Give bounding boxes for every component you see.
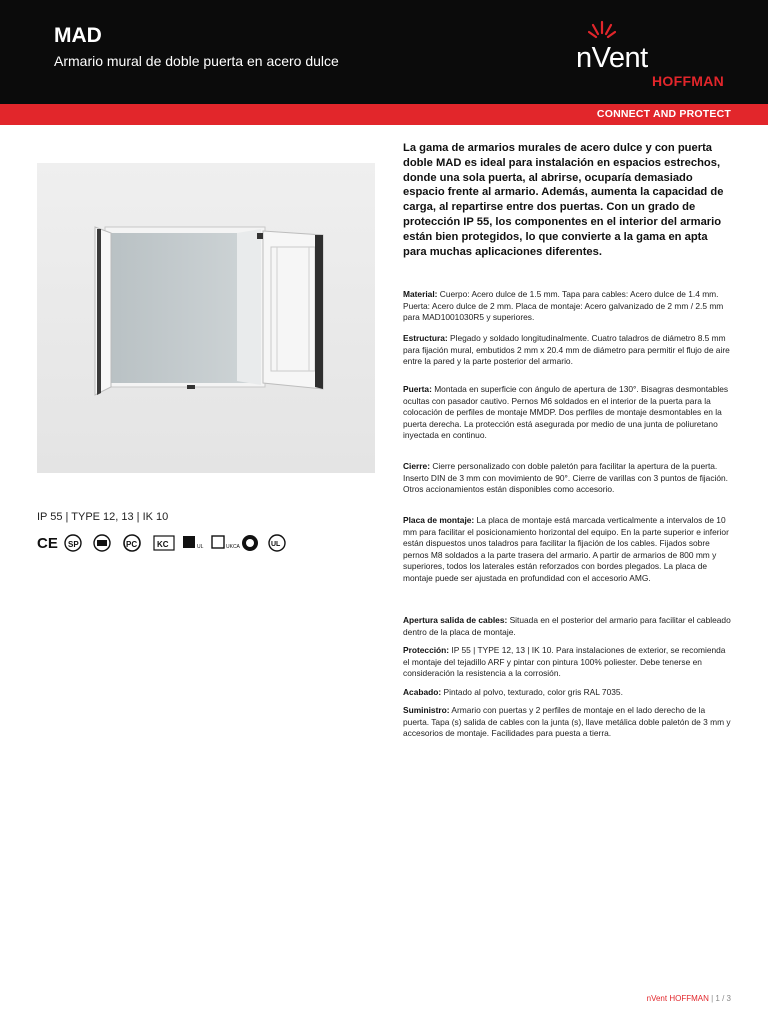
spec-label: Puerta: (403, 384, 432, 394)
spec-material (403, 289, 733, 324)
spec-puerta (403, 384, 733, 442)
logo-brand: nVent (576, 42, 648, 74)
spec-text: Montada en superficie con ángulo de apertura de 130°. Bisagras desmontables ocultas con pasador cautivo. Pernos M6 soldados en el interior de la puerta para la colocación de perfiles de montaje MMDP. Dos perfiles de montaje desmontables en la puerta derecha. La protección está asegurada por medio de una junta de poliuretano inyectada en continuo. (403, 384, 729, 441)
svg-text:UL: UL (271, 541, 281, 548)
spec-label: Estructura: (403, 333, 448, 343)
tagline: CONNECT AND PROTECT (596, 108, 731, 120)
spec-estructura (403, 333, 733, 368)
page-number: 1 / 3 (715, 994, 731, 1003)
spec-apertura-salida (403, 615, 733, 638)
certification-marks (37, 533, 297, 553)
page-title: MAD (54, 24, 102, 47)
page-header (0, 0, 768, 104)
csa-mark-icon (65, 535, 81, 551)
spec-label: Cierre: (403, 461, 430, 471)
logo-sub-brand: HOFFMAN (652, 73, 725, 89)
kc-mark-icon (154, 536, 174, 550)
spec-acabado (403, 687, 733, 699)
spec-label: Suministro: (403, 705, 450, 715)
spec-text: IP 55 | TYPE 12, 13 | IK 10. Para instalaciones de exterior, se recomienda el montaje del tejadillo ARF y pintar con pintura 100% poliester. Debe tenerse en consideración la resistencia a la corrosión. (403, 645, 726, 679)
product-image (37, 163, 375, 473)
ce-mark-icon (37, 535, 58, 552)
enclosure-illustration (37, 163, 375, 473)
sunburst-icon (588, 20, 616, 44)
intro-paragraph: La gama de armarios murales de acero dulce y con puerta doble MAD es ideal para instalación en espacios estrechos, donde una sola puerta, al abrirse, ocuparía demasiado espacio frente al armario. Además, aumenta la capacidad de carga, al repartirse entre dos puertas. Con un grado de protección IP 55, los componentes en el interior del armario están bien protegidos, lo que convierte a la gama en apta para muchas aplicaciones diferentes. (403, 142, 724, 258)
page-footer (647, 994, 731, 1003)
gost-mark-icon (94, 535, 110, 551)
spec-label: Placa de montaje: (403, 515, 475, 525)
svg-text:UL: UL (197, 544, 204, 550)
pct-mark-icon (124, 535, 140, 551)
spec-text: La placa de montaje está marcada verticalmente a intervalos de 10 mm para facilitar el posicionamiento horizontal del equipo. En la parte superior e inferior están dispuestos unos taladros para facilitar la fijación de los cables. Fijados sobre pernos M8 soldados a la parte trasera del armario. A partir de armarios de 800 mm y superiores, todos los laterales están reforzados con bordes plegados. La placa de montaje puede ser ajustada en profundidad con el accesorio AMG. (403, 515, 729, 583)
svg-text:SP: SP (68, 540, 79, 549)
spec-proteccion (403, 645, 733, 680)
footer-brand: nVent HOFFMAN (646, 994, 709, 1003)
ul-classified-mark-icon (183, 536, 204, 550)
spec-text: Plegado y soldado longitudinalmente. Cuatro taladros de diámetro 8.5 mm para fijación mural, embutidos 2 mm x 20.4 mm de diámetro para permitir el flujo de aire entre la pared y la parte posterior del armario. (403, 333, 730, 367)
ccc-mark-icon (242, 535, 258, 551)
spec-label: Protección: (403, 645, 450, 655)
spec-placa-de-montaje (403, 515, 733, 585)
spec-label: Apertura salida de cables: (403, 615, 508, 625)
page-subtitle: Armario mural de doble puerta en acero dulce (54, 53, 339, 69)
spec-text: Cuerpo: Acero dulce de 1.5 mm. Tapa para cables: Acero dulce de 1.4 mm. Puerta: Acero dulce de 2 mm. Placa de montaje: Acero galvanizado de 2 mm / 2.5 mm para MAD1001030R5 y superiores. (403, 289, 724, 323)
spec-label: Material: (403, 289, 438, 299)
spec-cierre (403, 461, 733, 496)
svg-text:PC: PC (126, 540, 138, 549)
ukca-mark-icon (212, 536, 241, 550)
spec-text: Pintado al polvo, texturado, color gris RAL 7035. (443, 687, 623, 697)
footer-separator: | (711, 994, 714, 1003)
svg-text:KC: KC (157, 540, 169, 549)
svg-text:CE: CE (37, 535, 58, 552)
spec-text: Situada en el posterior del armario para facilitar el cableado dentro de la placa de montaje. (403, 615, 731, 637)
spec-text: Cierre personalizado con doble paletón para facilitar la apertura de la puerta. Inserto DIN de 3 mm con movimiento de 90°. Cierre de varillas con 3 puntos de fijación. Otros accionamientos están disponibles como accesorio. (403, 461, 729, 495)
spec-label: Acabado: (403, 687, 442, 697)
svg-text:UKCA: UKCA (226, 544, 240, 550)
ul-listed-mark-icon (269, 535, 285, 551)
protection-ratings: IP 55 | TYPE 12, 13 | IK 10 (37, 511, 169, 523)
nvent-hoffman-logo (574, 22, 734, 98)
tagline-bar (0, 104, 768, 125)
spec-text: Armario con puertas y 2 perfiles de montaje en el lado derecho de la puerta. Tapa (s) salida de cables con la junta (s), llave metálica doble paletón de 3 mm y accesorios de montaje. Facilidades para puesta a tierra. (403, 705, 731, 739)
spec-suministro (403, 705, 733, 740)
